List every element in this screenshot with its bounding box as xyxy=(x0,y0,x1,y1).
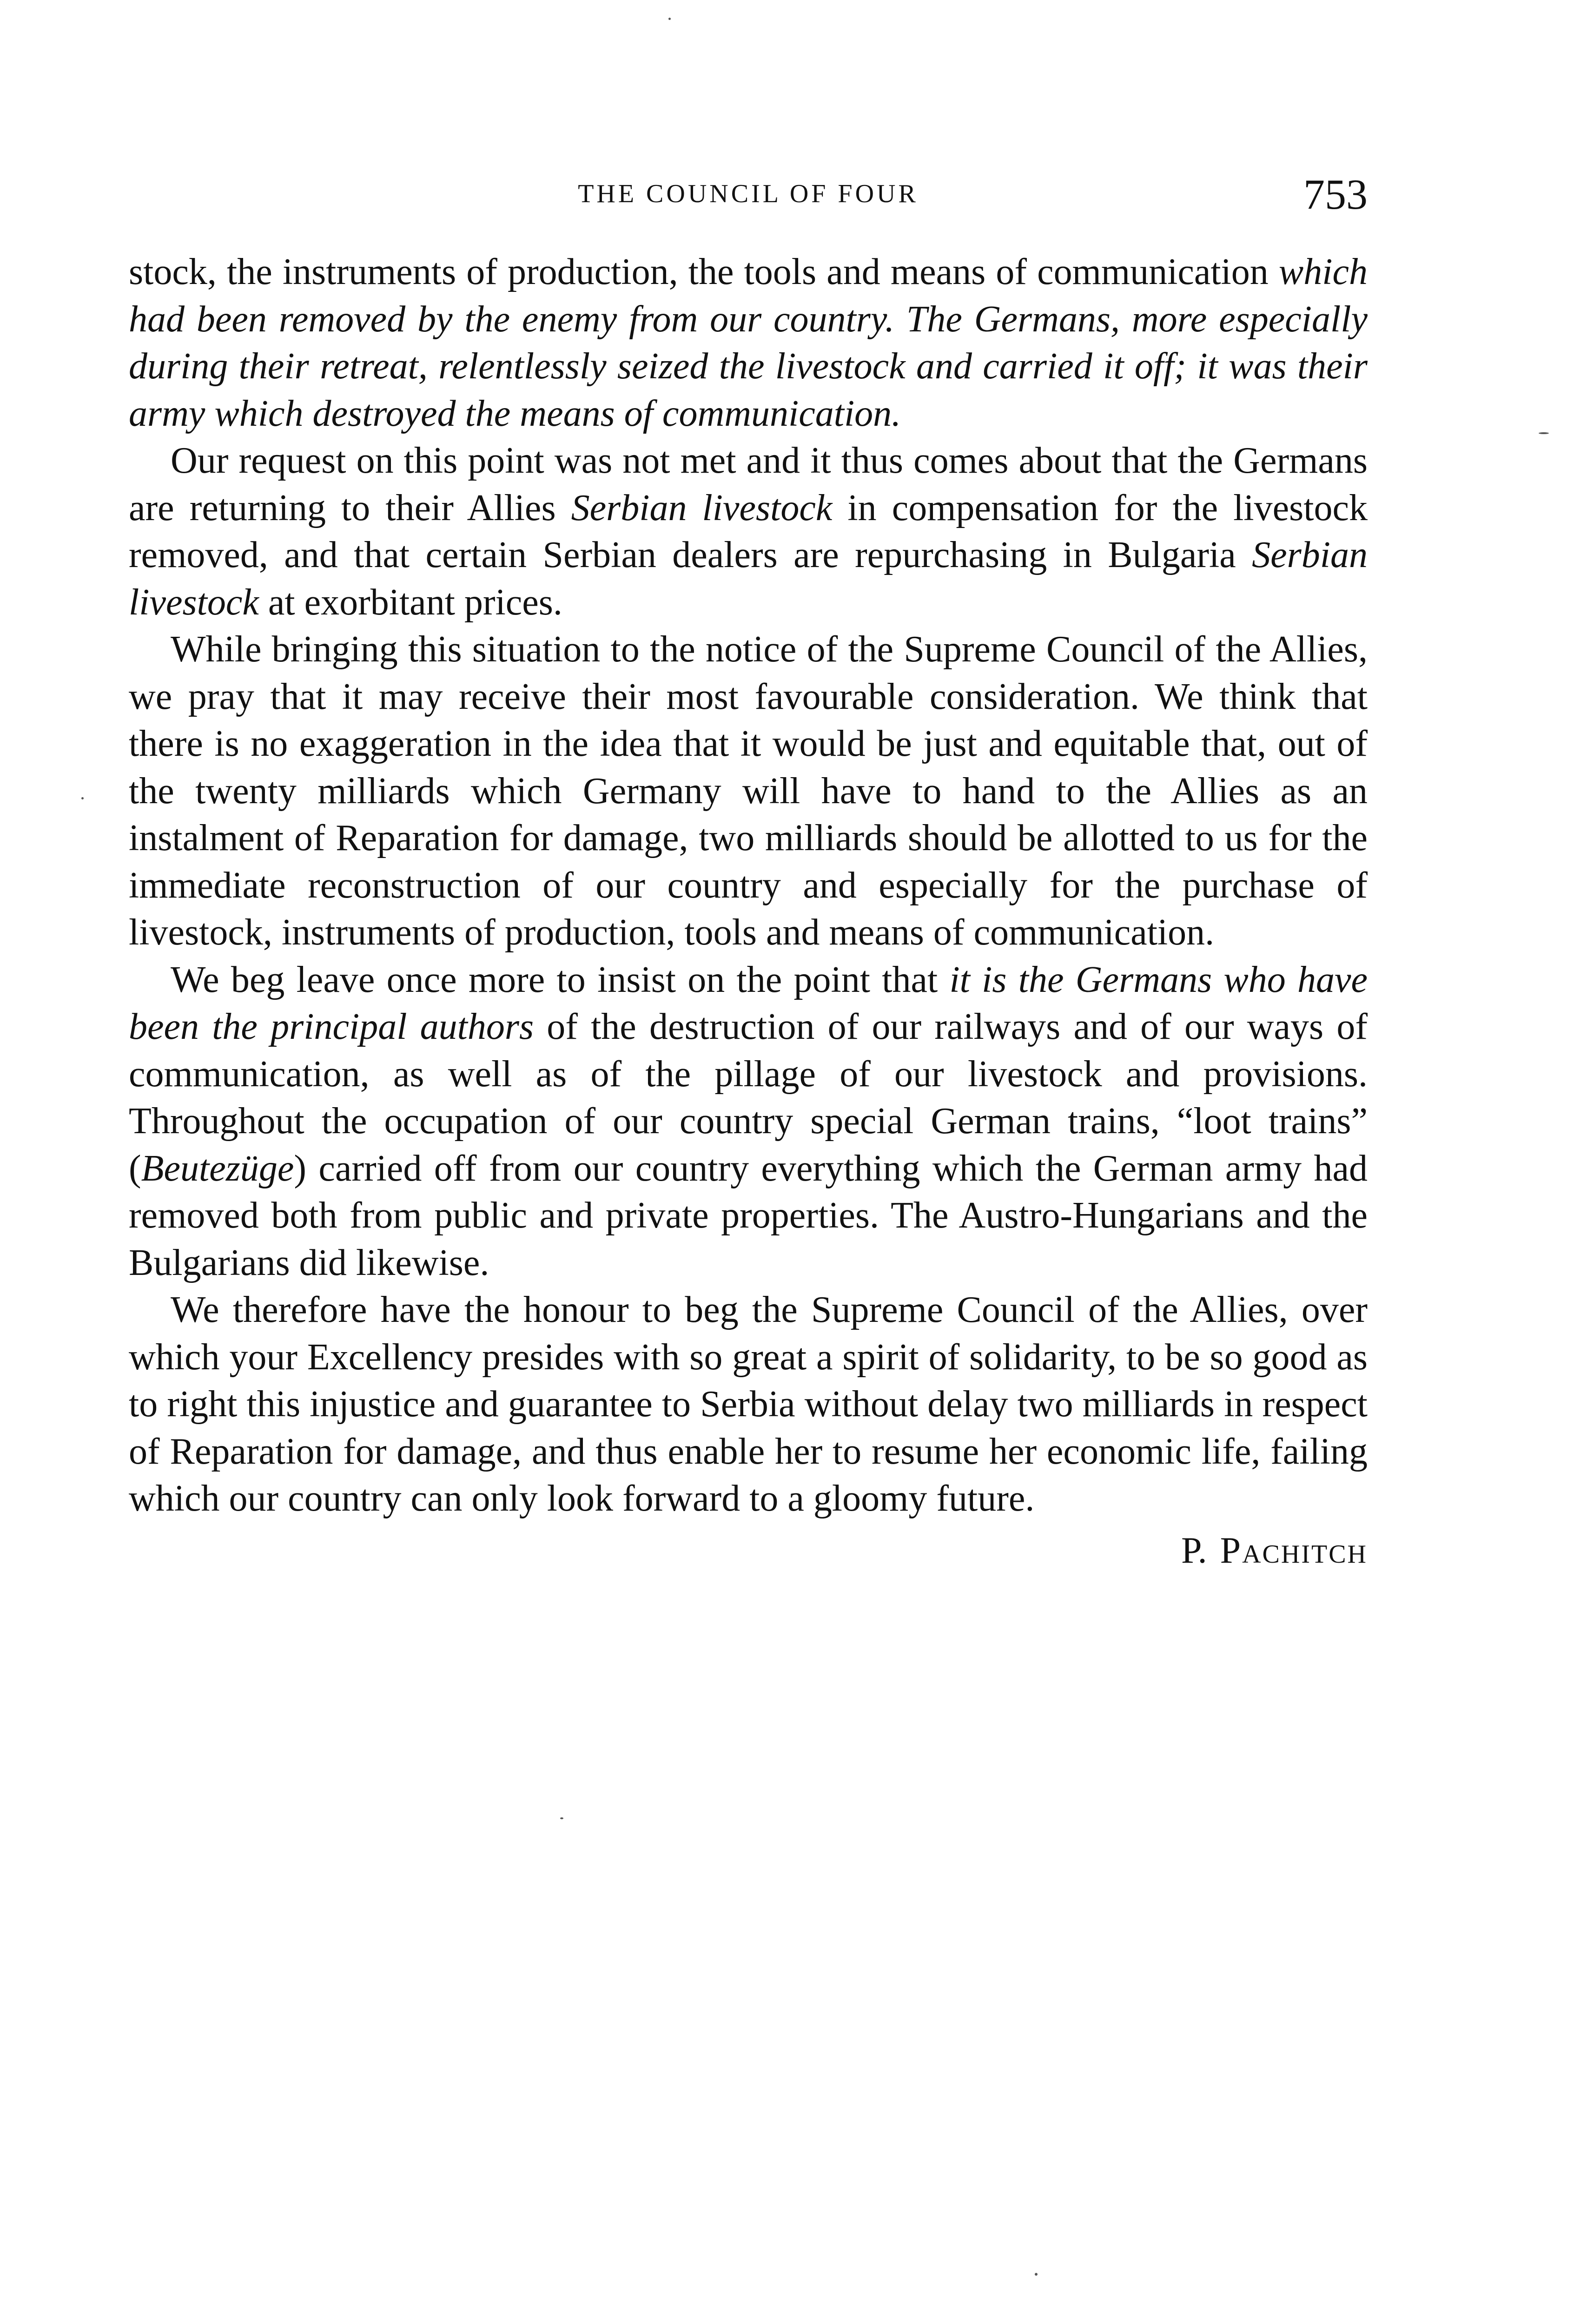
scan-speck xyxy=(1035,2273,1038,2276)
paragraph-1 xyxy=(129,249,1368,437)
italic-text: Serbian livestock xyxy=(129,535,1368,623)
scan-speck xyxy=(560,1817,563,1819)
paragraph-3 xyxy=(129,626,1368,957)
text-run: in compensation for the livestock removed, and that certain Serbian dealers are repurchasing in Bulgaria xyxy=(129,487,1368,575)
text-run: We therefore have the honour to beg the Supreme Council of the Allies, over which your Excellency presides with so great a spirit of solidarity, to be so good as to right this injustice and guarantee to Serbia without delay two milliards in respect of Reparation for damage, and thus enable her to resume her economic life, failing which our country can only look forward to a gloomy future. xyxy=(129,1289,1368,1519)
page-header xyxy=(129,170,1368,221)
signature xyxy=(129,1527,1368,1575)
text-run: stock, the instruments of production, the tools and means of communication xyxy=(129,251,1279,292)
scan-speck xyxy=(668,18,671,20)
signature-name: Pachitch xyxy=(1220,1530,1368,1571)
text-run: at exorbitant prices. xyxy=(258,581,562,623)
scan-speck xyxy=(81,797,84,799)
running-head: THE COUNCIL OF FOUR xyxy=(578,179,919,208)
paragraph-2 xyxy=(129,437,1368,626)
italic-text: Serbian livestock xyxy=(571,487,833,528)
text-run: While bringing this situation to the notice of the Supreme Council of the Allies, we pray that it may receive their most favourable consideration. We think that there is no exaggeration in the idea that it would be just and equitable that, out of the twenty milliards which Germany will have to hand to the Allies as an instalment of Reparation for damage, two milliards should be allotted to us for the immediate reconstruction of our country and especially for the purchase of livestock, instruments of production, tools and means of communication. xyxy=(129,629,1368,953)
text-run: ) carried off from our country everything which the German army had removed both from public and private properties. The Austro-Hungarians and the Bulgarians did likewise. xyxy=(129,1148,1368,1283)
text-run: We beg leave once more to insist on the point that xyxy=(171,959,950,1000)
paragraph-4 xyxy=(129,957,1368,1287)
text-run: Our request on this point was not met and it thus comes about that the Germans are returning to their Allies xyxy=(129,440,1368,528)
signature-initial: P. xyxy=(1181,1530,1207,1571)
italic-text: which had been removed by the enemy from our country. The Germans, more especially during their retreat, relentlessly seized the livestock and carried it off; it was their army which destroyed the means of communication. xyxy=(129,251,1368,434)
italic-text: it is the Germans who have been the principal authors xyxy=(129,959,1368,1047)
italic-text: Beutezüge xyxy=(141,1148,294,1189)
paragraph-5 xyxy=(129,1287,1368,1523)
text-run: of the destruction of our railways and of our ways of communication, as well as of the pillage of our livestock and provisions. Throughout the occupation of our country special German trains, “loot trains” ( xyxy=(129,1006,1368,1189)
body-text xyxy=(129,249,1368,1574)
scan-speck xyxy=(1539,432,1549,434)
page-number: 753 xyxy=(1303,171,1368,218)
